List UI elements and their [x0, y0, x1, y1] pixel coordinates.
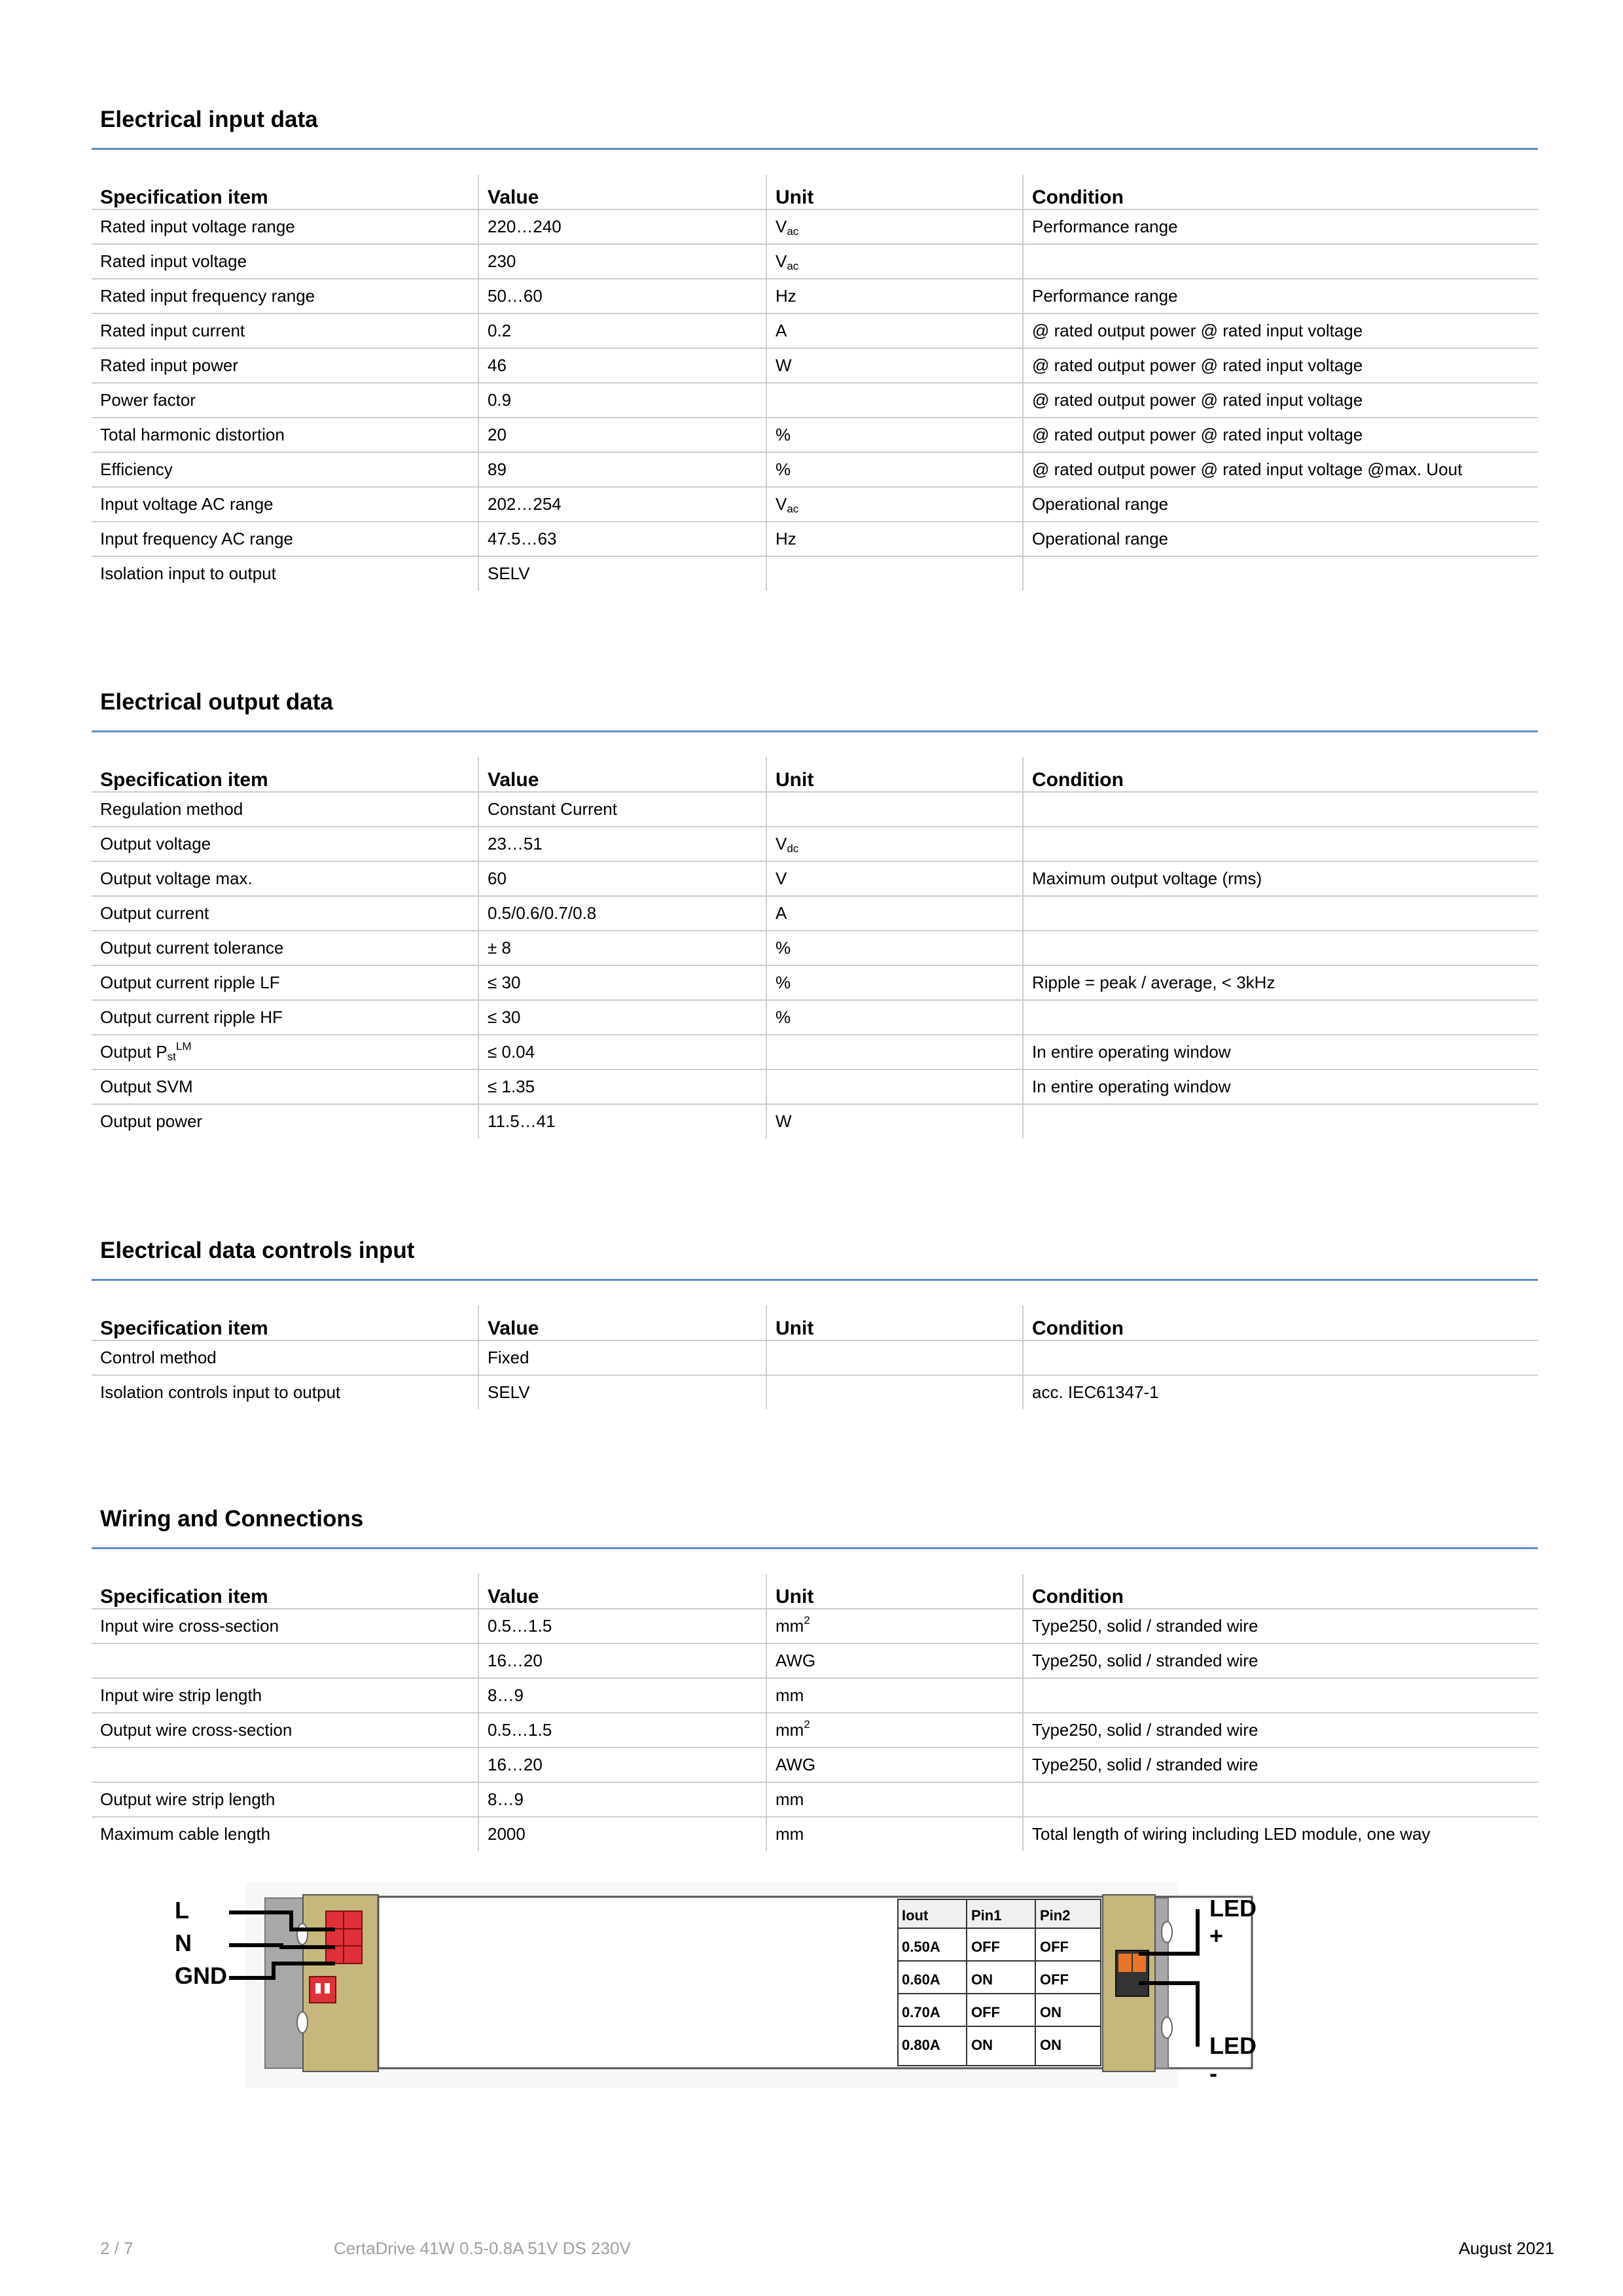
cell-value: 23…51	[478, 827, 766, 861]
cell-condition: Type250, solid / stranded wire	[1023, 1609, 1538, 1643]
pin-table-cell: 0.50A	[902, 1939, 940, 1955]
cell-unit	[766, 244, 1023, 279]
unit-text: V	[776, 869, 787, 888]
cell-value: 16…20	[478, 1748, 766, 1782]
pin-table-cell: ON	[971, 1971, 993, 1988]
spec-item-text: Output wire strip length	[100, 1789, 276, 1809]
cell-spec-item	[92, 1000, 478, 1035]
table-row	[92, 556, 1538, 590]
cell-value: 47.5…63	[478, 522, 766, 556]
cell-condition: @ rated output power @ rated input voltage	[1023, 314, 1538, 348]
section-title: Electrical input data	[100, 107, 318, 132]
footer-date: August 2021	[1458, 2238, 1554, 2258]
section-divider	[92, 148, 1538, 150]
spec-item-text: Isolation input to output	[100, 564, 276, 583]
table-row	[92, 209, 1538, 244]
spec-item-text: Output SVM	[100, 1077, 193, 1096]
spec-item-text: Rated input voltage range	[100, 217, 295, 236]
table-row	[92, 1748, 1538, 1782]
cell-condition: Maximum output voltage (rms)	[1023, 861, 1538, 896]
cell-value: SELV	[478, 1375, 766, 1409]
spec-item-text: Control method	[100, 1348, 217, 1367]
cell-spec-item	[92, 1713, 478, 1748]
section-controls-input	[92, 1234, 1538, 1409]
spec-item-text: Input wire cross-section	[100, 1616, 279, 1636]
unit-text: AWG	[776, 1755, 816, 1774]
table-row	[92, 1678, 1538, 1713]
pin-table-cell: 0.80A	[902, 2037, 940, 2053]
spec-item-text: Output voltage	[100, 834, 211, 853]
pin-table-cell: OFF	[971, 1939, 1000, 1955]
section-divider	[92, 1547, 1538, 1549]
unit-text: Hz	[776, 529, 796, 548]
cell-condition: Total length of wiring including LED module, one way	[1023, 1817, 1538, 1851]
header-unit: Unit	[766, 1306, 1023, 1340]
cell-value: ≤ 0.04	[478, 1035, 766, 1069]
label-gnd: GND	[175, 1962, 227, 1989]
cell-unit	[766, 209, 1023, 244]
cell-unit	[766, 1609, 1023, 1643]
label-led-minus: LED -	[1209, 2032, 1257, 2087]
cell-unit	[766, 1713, 1023, 1748]
cell-unit	[766, 522, 1023, 556]
spec-item-text: Rated input power	[100, 355, 239, 375]
wiring-diagram	[151, 1872, 1263, 2094]
spec-item-text: Input wire strip length	[100, 1685, 262, 1705]
pin-table-cell: ON	[971, 2037, 993, 2053]
header-condition: Condition	[1023, 175, 1538, 209]
spec-item-text: Output wire cross-section	[100, 1720, 293, 1740]
spec-item-text: Input frequency AC range	[100, 529, 293, 548]
cell-unit	[766, 965, 1023, 1000]
cell-condition	[1023, 1000, 1538, 1035]
cell-unit	[766, 1000, 1023, 1035]
table-header-row	[92, 175, 1538, 209]
spec-item-text: Output current tolerance	[100, 938, 284, 958]
spec-item-subscript: st	[167, 1050, 176, 1063]
cell-unit	[766, 418, 1023, 452]
header-unit: Unit	[766, 757, 1023, 792]
cell-condition	[1023, 1678, 1538, 1713]
cell-value: 16…20	[478, 1643, 766, 1678]
cell-value: Fixed	[478, 1340, 766, 1375]
cell-unit	[766, 827, 1023, 861]
unit-text: mm	[776, 1616, 804, 1636]
cell-spec-item	[92, 1340, 478, 1375]
header-unit: Unit	[766, 175, 1023, 209]
table-header-row	[92, 757, 1538, 792]
cell-unit	[766, 1782, 1023, 1817]
cell-condition: Type250, solid / stranded wire	[1023, 1643, 1538, 1678]
table-row	[92, 1340, 1538, 1375]
table-row	[92, 896, 1538, 931]
table-row	[92, 1643, 1538, 1678]
unit-text: W	[776, 355, 792, 375]
table-row	[92, 827, 1538, 861]
table-row	[92, 487, 1538, 522]
cell-spec-item	[92, 896, 478, 931]
cell-spec-item	[92, 1035, 478, 1069]
spec-item-text: Rated input current	[100, 321, 245, 340]
unit-text: mm	[776, 1720, 804, 1740]
section-title: Wiring and Connections	[100, 1506, 364, 1532]
cell-spec-item	[92, 1782, 478, 1817]
cell-value: 50…60	[478, 279, 766, 314]
cell-value: 89	[478, 452, 766, 487]
unit-text: A	[776, 321, 787, 340]
spec-item-text: Rated input frequency range	[100, 286, 315, 306]
cell-spec-item	[92, 487, 478, 522]
section-divider	[92, 730, 1538, 732]
table-row	[92, 1069, 1538, 1104]
unit-text: V	[776, 494, 787, 514]
cell-condition	[1023, 1340, 1538, 1375]
cell-value: 2000	[478, 1817, 766, 1851]
cell-unit	[766, 314, 1023, 348]
cell-condition: @ rated output power @ rated input voltage @max. Uout	[1023, 452, 1538, 487]
cell-spec-item	[92, 244, 478, 279]
table-row	[92, 1000, 1538, 1035]
spec-item-text: Input voltage AC range	[100, 494, 274, 514]
cell-condition	[1023, 792, 1538, 827]
cell-spec-item	[92, 1069, 478, 1104]
section-electrical-input	[92, 103, 1538, 590]
cell-unit	[766, 931, 1023, 965]
cell-unit	[766, 1104, 1023, 1138]
dip-switch	[310, 1977, 336, 2003]
cell-unit	[766, 348, 1023, 383]
cell-value: 0.5/0.6/0.7/0.8	[478, 896, 766, 931]
cell-value: 202…254	[478, 487, 766, 522]
spec-table-wiring	[92, 1574, 1538, 1851]
cell-value: SELV	[478, 556, 766, 590]
pin-table-header-pin1: Pin1	[971, 1907, 1002, 1924]
spec-table-output	[92, 757, 1538, 1138]
cell-unit	[766, 1748, 1023, 1782]
driver-illustration	[151, 1872, 1263, 2094]
table-row	[92, 1035, 1538, 1069]
header-condition: Condition	[1023, 1306, 1538, 1340]
cell-value: 0.2	[478, 314, 766, 348]
cell-value: 230	[478, 244, 766, 279]
header-specification-item: Specification item	[92, 175, 478, 209]
cell-condition: In entire operating window	[1023, 1069, 1538, 1104]
pin-table-cell: OFF	[1040, 1971, 1069, 1988]
cell-spec-item	[92, 861, 478, 896]
cell-spec-item	[92, 418, 478, 452]
cell-spec-item	[92, 1375, 478, 1409]
unit-text: mm	[776, 1789, 804, 1809]
cell-condition: Type250, solid / stranded wire	[1023, 1713, 1538, 1748]
cell-spec-item	[92, 1643, 478, 1678]
unit-text: V	[776, 217, 787, 236]
cell-spec-item	[92, 522, 478, 556]
cell-condition: Operational range	[1023, 522, 1538, 556]
cell-unit	[766, 487, 1023, 522]
table-row	[92, 279, 1538, 314]
spec-item-text: Output current ripple LF	[100, 973, 280, 992]
spec-item-text: Output current ripple HF	[100, 1007, 283, 1027]
cell-condition	[1023, 896, 1538, 931]
header-unit: Unit	[766, 1574, 1023, 1609]
table-header-row	[92, 1306, 1538, 1340]
table-row	[92, 965, 1538, 1000]
cell-value: 0.9	[478, 383, 766, 418]
cell-value: ≤ 30	[478, 965, 766, 1000]
footer-page-number: 2 / 7	[100, 2238, 134, 2258]
cell-condition: Performance range	[1023, 209, 1538, 244]
table-row	[92, 452, 1538, 487]
table-row	[92, 931, 1538, 965]
current-setting-table	[898, 1899, 1101, 2066]
spec-item-text: Efficiency	[100, 459, 173, 479]
cell-unit	[766, 1643, 1023, 1678]
spec-item-text: Power factor	[100, 390, 196, 410]
unit-text: %	[776, 459, 791, 479]
cell-value: 220…240	[478, 209, 766, 244]
unit-text: %	[776, 425, 791, 444]
cell-unit	[766, 279, 1023, 314]
spec-item-text: Output P	[100, 1042, 168, 1062]
cell-condition: acc. IEC61347-1	[1023, 1375, 1538, 1409]
cell-condition	[1023, 1104, 1538, 1138]
cell-condition: Ripple = peak / average, < 3kHz	[1023, 965, 1538, 1000]
table-row	[92, 861, 1538, 896]
unit-subscript: ac	[787, 503, 799, 515]
section-title: Electrical output data	[100, 689, 333, 715]
cell-unit	[766, 896, 1023, 931]
cell-unit	[766, 1375, 1023, 1409]
unit-subscript: ac	[787, 260, 799, 272]
cell-unit	[766, 556, 1023, 590]
table-row	[92, 1782, 1538, 1817]
cell-condition: Type250, solid / stranded wire	[1023, 1748, 1538, 1782]
cell-spec-item	[92, 556, 478, 590]
label-led-plus: LED +	[1209, 1895, 1257, 1949]
table-row	[92, 244, 1538, 279]
header-specification-item: Specification item	[92, 1574, 478, 1609]
unit-text: V	[776, 251, 787, 271]
table-row	[92, 383, 1538, 418]
cell-unit	[766, 383, 1023, 418]
unit-text: mm	[776, 1824, 804, 1844]
cell-condition: @ rated output power @ rated input voltage	[1023, 348, 1538, 383]
cell-unit	[766, 1817, 1023, 1851]
unit-superscript: 2	[804, 1614, 810, 1626]
cell-spec-item	[92, 348, 478, 383]
pin-table-cell: OFF	[1040, 1939, 1069, 1955]
header-condition: Condition	[1023, 757, 1538, 792]
table-row	[92, 1375, 1538, 1409]
cell-value: 46	[478, 348, 766, 383]
cell-value: ≤ 1.35	[478, 1069, 766, 1104]
cell-spec-item	[92, 314, 478, 348]
cell-unit	[766, 1035, 1023, 1069]
table-row	[92, 314, 1538, 348]
spec-item-text: Output power	[100, 1111, 203, 1131]
cell-unit	[766, 1678, 1023, 1713]
header-value: Value	[478, 757, 766, 792]
unit-text: AWG	[776, 1651, 816, 1670]
table-row	[92, 522, 1538, 556]
unit-text: %	[776, 973, 791, 992]
cell-condition	[1023, 827, 1538, 861]
cell-value: ± 8	[478, 931, 766, 965]
spec-item-text: Regulation method	[100, 799, 243, 819]
cell-spec-item	[92, 792, 478, 827]
cell-condition: Operational range	[1023, 487, 1538, 522]
unit-subscript: dc	[787, 842, 799, 855]
cell-unit	[766, 452, 1023, 487]
cell-spec-item	[92, 827, 478, 861]
cell-value: 60	[478, 861, 766, 896]
cell-value: 11.5…41	[478, 1104, 766, 1138]
cell-spec-item	[92, 279, 478, 314]
table-row	[92, 1104, 1538, 1138]
header-specification-item: Specification item	[92, 1306, 478, 1340]
cell-value: 0.5…1.5	[478, 1609, 766, 1643]
pin-table-header-iout: Iout	[902, 1907, 929, 1924]
spec-item-text: Rated input voltage	[100, 251, 247, 271]
table-header-row	[92, 1574, 1538, 1609]
cell-condition	[1023, 556, 1538, 590]
pin-table-cell: ON	[1040, 2004, 1061, 2020]
pin-table-cell: OFF	[971, 2004, 1000, 2020]
cell-condition: @ rated output power @ rated input voltage	[1023, 383, 1538, 418]
pin-table-cell: ON	[1040, 2037, 1061, 2053]
table-row	[92, 418, 1538, 452]
header-specification-item: Specification item	[92, 757, 478, 792]
unit-text: Hz	[776, 286, 796, 306]
cell-condition: @ rated output power @ rated input voltage	[1023, 418, 1538, 452]
spec-item-superscript: LM	[175, 1040, 192, 1052]
table-row	[92, 348, 1538, 383]
spec-item-text: Maximum cable length	[100, 1824, 271, 1844]
section-divider	[92, 1279, 1538, 1281]
spec-item-text: Output current	[100, 903, 209, 923]
cell-spec-item	[92, 383, 478, 418]
cell-spec-item	[92, 965, 478, 1000]
spec-table-input	[92, 175, 1538, 590]
unit-text: %	[776, 1007, 791, 1027]
unit-text: V	[776, 834, 787, 853]
cell-value: 20	[478, 418, 766, 452]
label-l: L	[175, 1897, 189, 1924]
cell-value: Constant Current	[478, 792, 766, 827]
table-row	[92, 1713, 1538, 1748]
table-row	[92, 792, 1538, 827]
cell-value: 0.5…1.5	[478, 1713, 766, 1748]
cell-condition: In entire operating window	[1023, 1035, 1538, 1069]
header-value: Value	[478, 1574, 766, 1609]
section-electrical-output	[92, 686, 1538, 1138]
spec-item-text: Total harmonic distortion	[100, 425, 285, 444]
cell-unit	[766, 1340, 1023, 1375]
footer-product-name: CertaDrive 41W 0.5-0.8A 51V DS 230V	[334, 2238, 631, 2258]
spec-item-text: Isolation controls input to output	[100, 1382, 341, 1402]
table-row	[92, 1817, 1538, 1851]
cell-condition	[1023, 931, 1538, 965]
unit-text: W	[776, 1111, 792, 1131]
header-condition: Condition	[1023, 1574, 1538, 1609]
unit-text: %	[776, 938, 791, 958]
pin-table-cell: 0.60A	[902, 1971, 940, 1988]
cell-condition	[1023, 244, 1538, 279]
cell-condition: Performance range	[1023, 279, 1538, 314]
cell-spec-item	[92, 1748, 478, 1782]
cell-value: 8…9	[478, 1678, 766, 1713]
cell-value: ≤ 30	[478, 1000, 766, 1035]
cell-spec-item	[92, 209, 478, 244]
spec-table-controls	[92, 1306, 1538, 1409]
unit-text: mm	[776, 1685, 804, 1705]
cell-unit	[766, 1069, 1023, 1104]
cell-spec-item	[92, 1609, 478, 1643]
cell-unit	[766, 861, 1023, 896]
cell-spec-item	[92, 1104, 478, 1138]
section-title: Electrical data controls input	[100, 1238, 415, 1263]
unit-superscript: 2	[804, 1718, 810, 1731]
cell-value: 8…9	[478, 1782, 766, 1817]
cell-spec-item	[92, 452, 478, 487]
unit-subscript: ac	[787, 225, 799, 238]
unit-text: A	[776, 903, 787, 923]
pin-table-header-pin2: Pin2	[1040, 1907, 1071, 1924]
header-value: Value	[478, 175, 766, 209]
cell-spec-item	[92, 1817, 478, 1851]
header-value: Value	[478, 1306, 766, 1340]
cell-condition	[1023, 1782, 1538, 1817]
cell-spec-item	[92, 1678, 478, 1713]
section-wiring	[92, 1503, 1538, 1851]
cell-spec-item	[92, 931, 478, 965]
label-n: N	[175, 1929, 192, 1956]
table-row	[92, 1609, 1538, 1643]
pin-table-cell: 0.70A	[902, 2004, 940, 2020]
cell-unit	[766, 792, 1023, 827]
spec-item-text: Output voltage max.	[100, 869, 253, 888]
